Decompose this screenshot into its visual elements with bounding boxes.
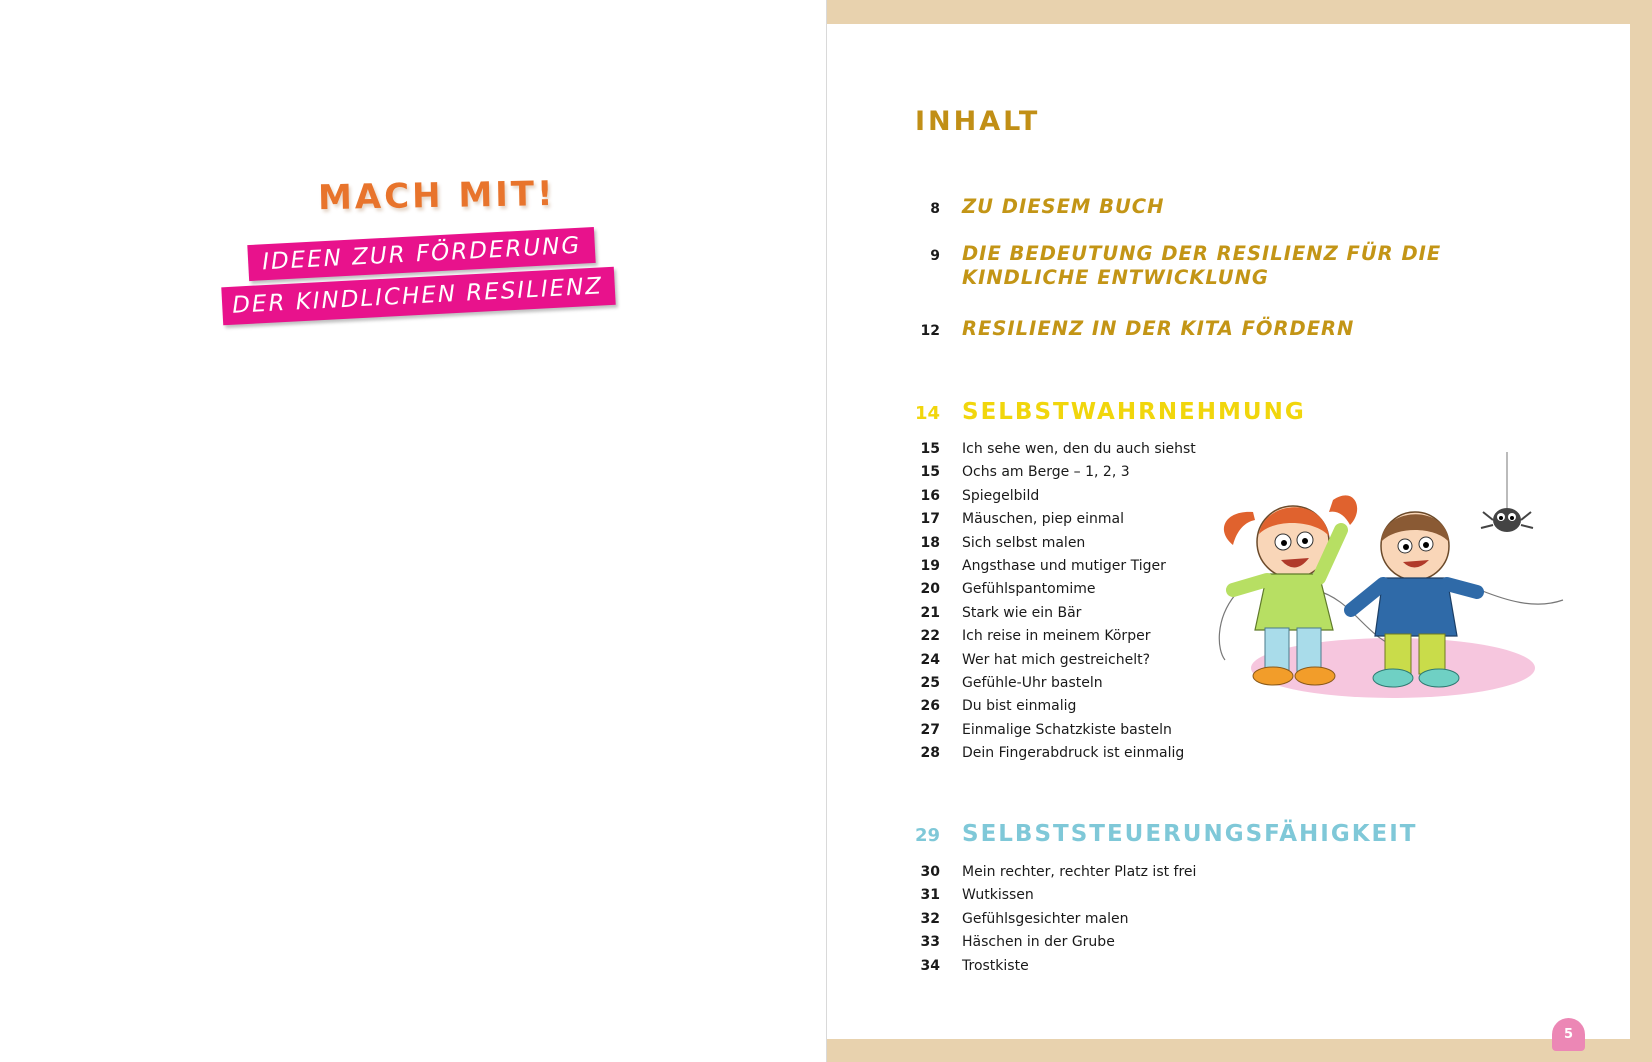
toc-entry-title: Gefühlsgesichter malen (962, 910, 1129, 927)
chapter-title: SELBSTSTEUERUNGSFÄHIGKEIT (962, 821, 1418, 847)
toc-entry-page-number: 31 (920, 887, 940, 904)
toc-entry-title: Ich reise in meinem Körper (962, 628, 1151, 645)
toc-major-entry (900, 195, 1164, 219)
toc-entry-page-number: 34 (920, 957, 940, 974)
toc-entry-title: Du bist einmalig (962, 698, 1077, 715)
toc-entry-page-number: 32 (920, 910, 940, 927)
toc-entry-title: Wer hat mich gestreichelt? (962, 651, 1151, 668)
toc-entry-title: Dein Fingerabdruck ist einmalig (962, 745, 1185, 762)
toc-entry (900, 722, 1172, 738)
toc-entry-title: Ich sehe wen, den du auch siehst (962, 441, 1196, 457)
toc-entry-page-number: 21 (920, 604, 940, 621)
toc-entry (900, 864, 1196, 880)
page-number-badge: 5 (1552, 1018, 1585, 1051)
toc-page-number: 12 (920, 323, 940, 339)
toc-entry (900, 488, 1039, 504)
toc-entry-page-number: 33 (920, 934, 940, 951)
toc-entry (900, 605, 1081, 621)
toc-entry (900, 934, 1115, 950)
toc-major-entry (900, 242, 1441, 290)
subtitle-banner-line-1: IDEEN ZUR FÖRDERUNG (247, 227, 596, 281)
toc-entry-title: Trostkiste (962, 957, 1029, 974)
toc-entry-title: Stark wie ein Bär (962, 604, 1082, 621)
chapter-title: SELBSTWAHRNEHMUNG (962, 399, 1306, 425)
toc-major-title: DIE BEDEUTUNG DER RESILIENZ FÜR DIE KINDLICHE ENTWICKLUNG (962, 242, 1442, 289)
children-illustration (1215, 450, 1570, 720)
toc-major-title: RESILIENZ IN DER KITA FÖRDERN (962, 317, 1355, 340)
toc-entry-title: Einmalige Schatzkiste basteln (962, 721, 1172, 738)
toc-chapter-heading (900, 399, 1306, 425)
toc-major-entry (900, 317, 1354, 341)
series-title: MACH MIT! (317, 173, 556, 219)
toc-entry-title: Angsthase und mutiger Tiger (962, 558, 1166, 574)
toc-entry-title: Häschen in der Grube (962, 934, 1115, 951)
toc-entry-page-number: 15 (920, 441, 940, 457)
toc-entry (900, 675, 1103, 691)
toc-entry-title: Gefühlspantomime (962, 581, 1096, 598)
toc-entry-title: Wutkissen (962, 887, 1034, 904)
toc-entry (900, 628, 1150, 644)
toc-entry-title: Mäuschen, piep einmal (962, 511, 1124, 528)
toc-entry-page-number: 15 (920, 464, 940, 481)
toc-entry-title: Mein rechter, rechter Platz ist frei (962, 864, 1197, 880)
toc-entry-page-number: 30 (920, 864, 940, 880)
toc-entry (900, 558, 1166, 574)
toc-entry (900, 652, 1150, 668)
toc-entry-title: Sich selbst malen (962, 534, 1086, 551)
toc-entry-page-number: 20 (920, 581, 940, 598)
chapter-page-number: 29 (914, 825, 940, 846)
spider-figure (1481, 508, 1533, 532)
toc-entry-page-number: 28 (920, 745, 940, 762)
subtitle-banner-line-2: DER KINDLICHEN RESILIENZ (221, 267, 616, 326)
toc-chapter-heading (900, 821, 1418, 847)
chapter-page-number: 14 (914, 403, 940, 424)
toc-entry-page-number: 26 (920, 698, 940, 715)
toc-entry-page-number: 19 (920, 558, 940, 574)
toc-major-title: ZU DIESEM BUCH (962, 195, 1165, 218)
toc-page-number: 8 (930, 201, 940, 217)
toc-page-number: 9 (930, 248, 940, 264)
toc-entry (900, 535, 1085, 551)
toc-entry (900, 511, 1124, 527)
toc-entry (900, 911, 1128, 927)
toc-entry-page-number: 25 (920, 675, 940, 691)
toc-entry (900, 745, 1184, 761)
toc-entry (900, 887, 1034, 903)
contents-heading: INHALT (915, 106, 1041, 137)
toc-entry (900, 958, 1029, 974)
toc-entry-title: Gefühle-Uhr basteln (962, 675, 1103, 691)
string-right (1480, 590, 1563, 604)
toc-entry-page-number: 17 (920, 511, 940, 528)
toc-entry-page-number: 27 (920, 721, 940, 738)
toc-entry-page-number: 24 (920, 651, 940, 668)
toc-entry-page-number: 16 (920, 487, 940, 504)
toc-entry-page-number: 18 (920, 534, 940, 551)
toc-entry (900, 441, 1196, 457)
toc-entry-title: Spiegelbild (962, 487, 1040, 504)
string-left (1219, 595, 1235, 660)
toc-entry-page-number: 22 (920, 628, 940, 645)
toc-entry (900, 581, 1096, 597)
toc-entry-title: Ochs am Berge – 1, 2, 3 (962, 464, 1130, 481)
toc-entry (900, 464, 1130, 480)
toc-entry (900, 698, 1076, 714)
